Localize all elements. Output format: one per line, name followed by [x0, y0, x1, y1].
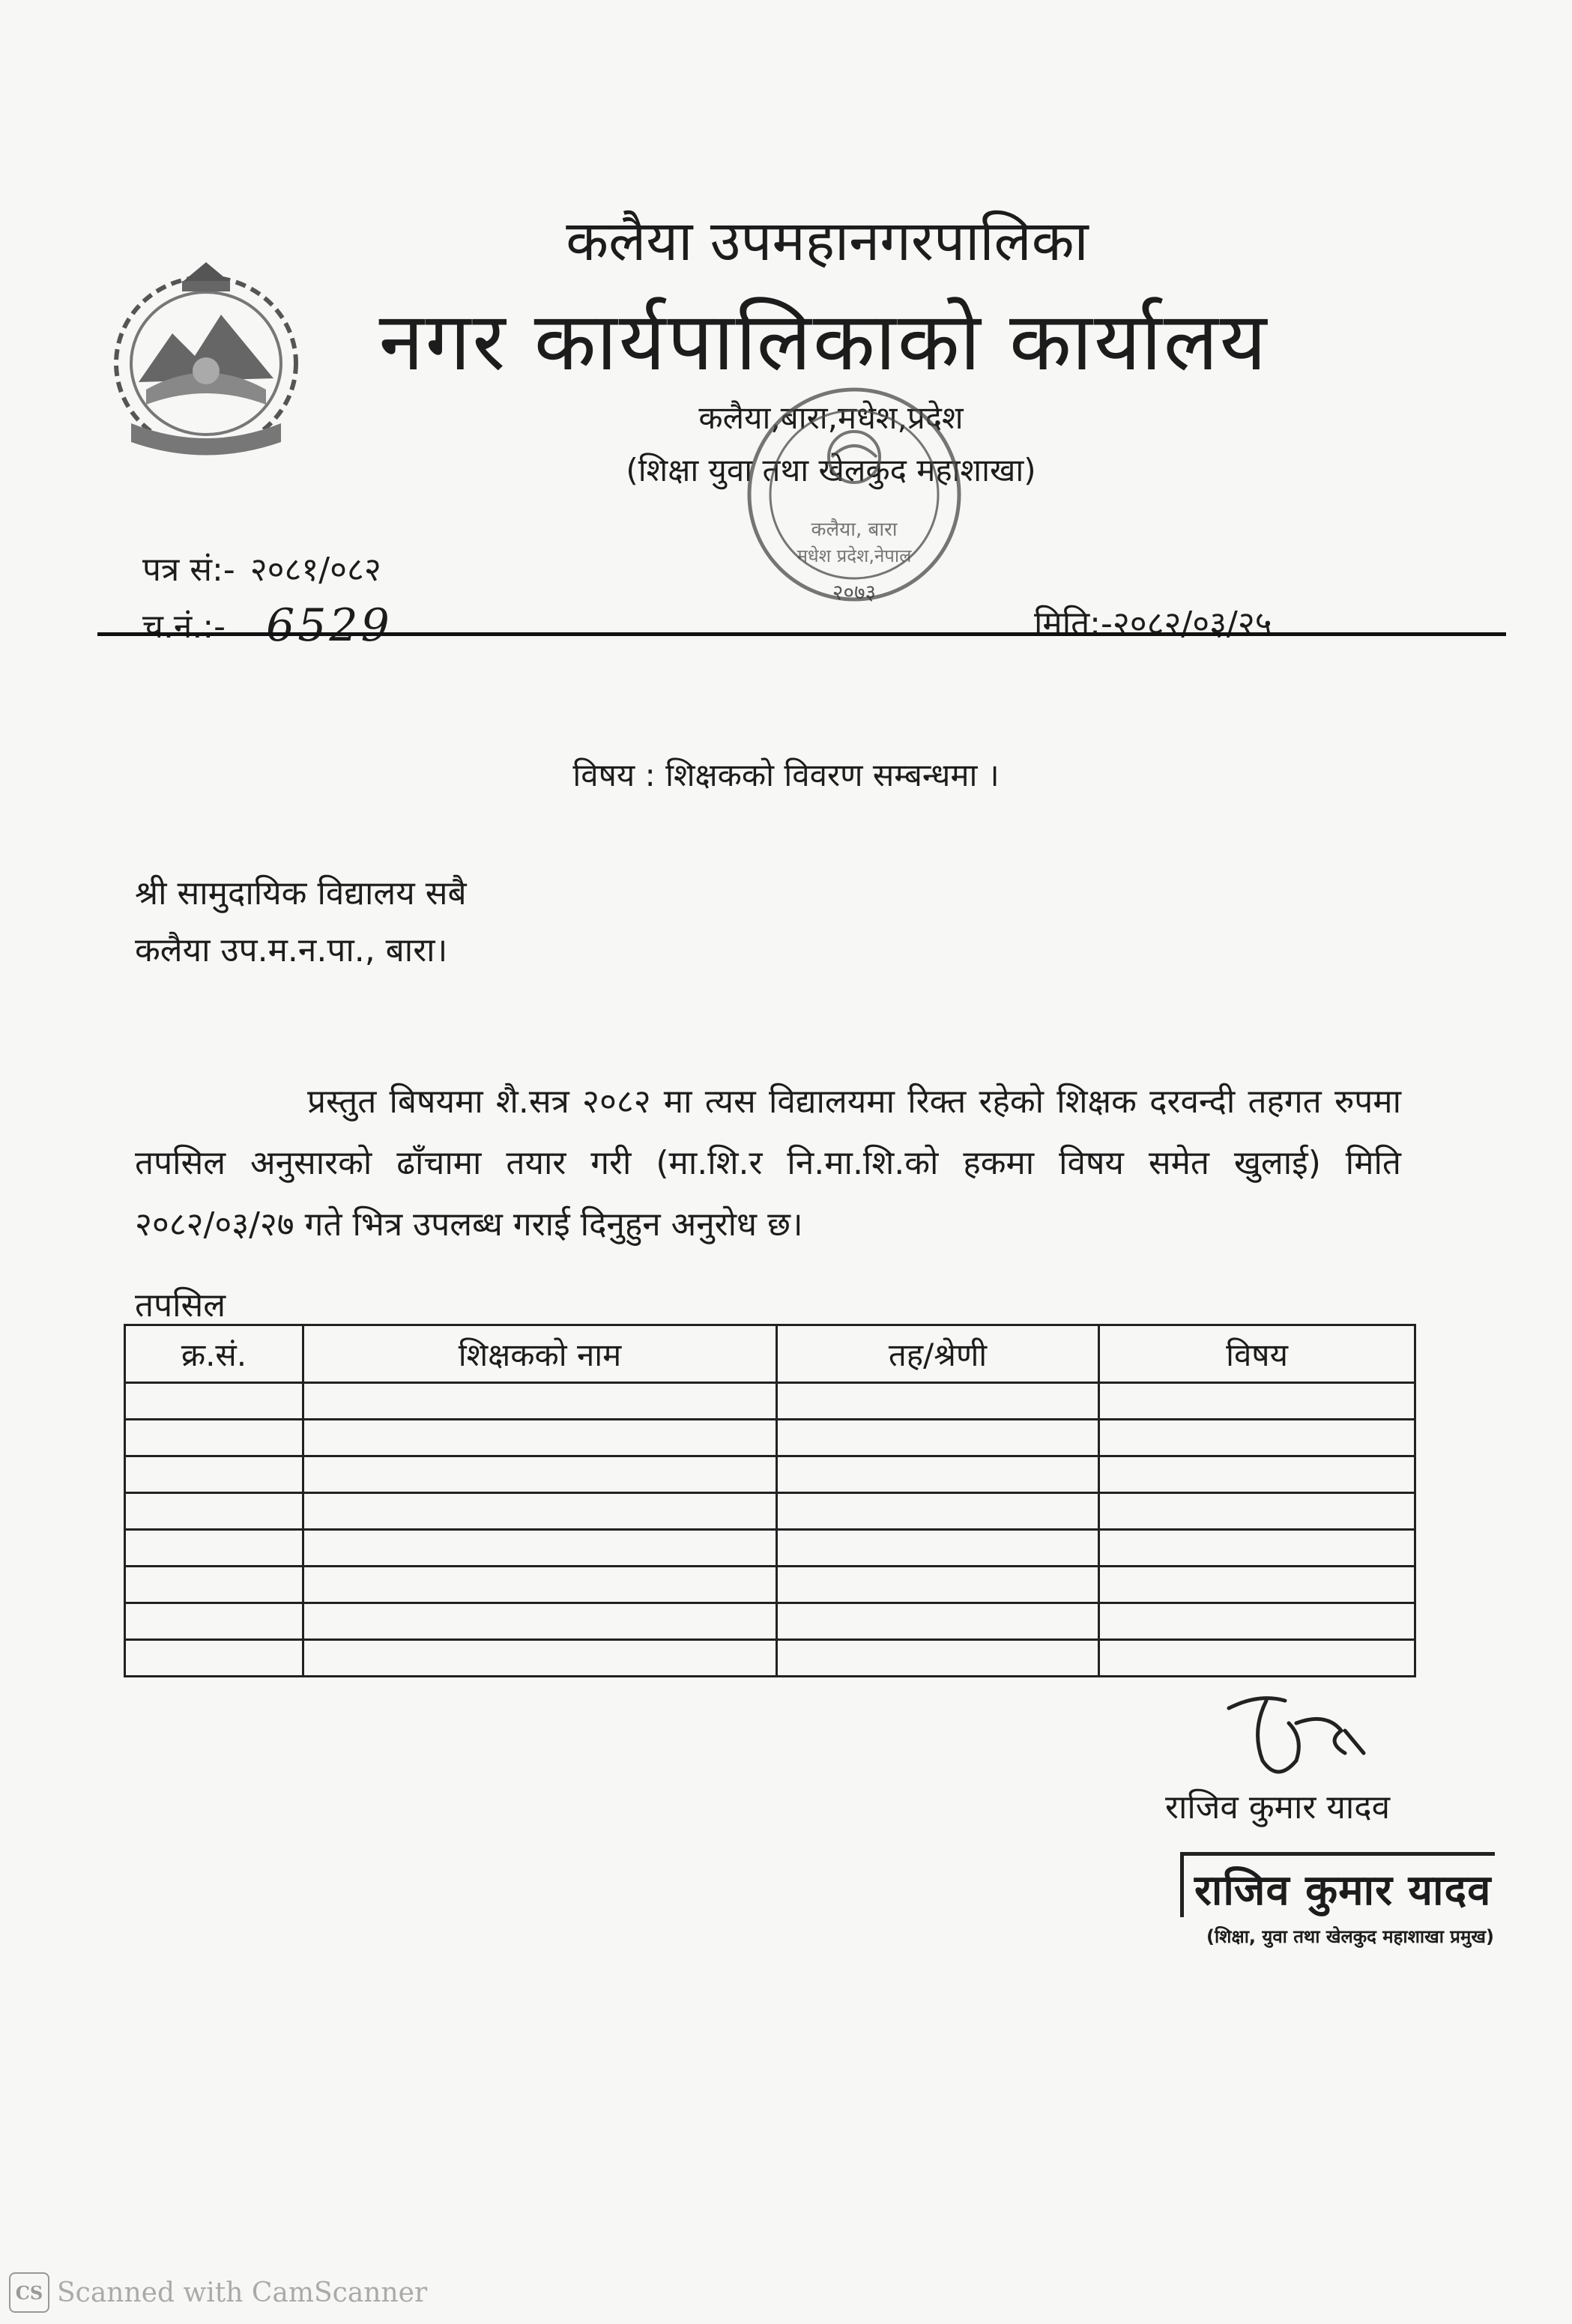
column-header-subject: विषय: [1099, 1325, 1415, 1383]
signer-name: राजिव कुमार यादव: [1165, 1788, 1391, 1827]
table-cell: [303, 1493, 777, 1530]
table-cell: [1099, 1640, 1415, 1677]
table-cell: [303, 1603, 777, 1640]
table-cell: [125, 1493, 303, 1530]
table-cell: [125, 1420, 303, 1456]
table-cell: [125, 1603, 303, 1640]
table-cell: [1099, 1456, 1415, 1493]
table-row: [125, 1567, 1415, 1603]
table-cell: [1099, 1530, 1415, 1567]
table-cell: [1099, 1420, 1415, 1456]
addressee-line-1: श्री सामुदायिक विद्यालय सबै: [135, 874, 467, 913]
table-cell: [777, 1493, 1099, 1530]
table-row: [125, 1640, 1415, 1677]
letter-body: प्रस्तुत बिषयमा शै.सत्र २०८२ मा त्यस विद्यालयमा रिक्त रहेको शिक्षक दरवन्दी तहगत रुपमा तपसिल अनुसारको ढाँचामा तयार गरी (मा.शि.र नि.मा.शि.को हकमा विषय समेत खुलाई) मिति २०८२/०३/२७ गते भित्र उपलब्ध गराई दिनुहुन अनुरोध छ।: [135, 1083, 1401, 1244]
table-cell: [125, 1456, 303, 1493]
table-cell: [777, 1603, 1099, 1640]
letter-number-label: पत्र सं:-: [142, 551, 235, 589]
table-cell: [303, 1383, 777, 1420]
table-cell: [125, 1383, 303, 1420]
table-row: [125, 1493, 1415, 1530]
signature-stamp-name: राजिव कुमार यादव: [1180, 1852, 1495, 1917]
camscanner-text: Scanned with CamScanner: [57, 2277, 428, 2308]
dispatch-number-label: च.नं.:-: [142, 608, 226, 646]
table-row: [125, 1603, 1415, 1640]
division-name: (शिक्षा युवा तथा खेलकुद महाशाखा): [626, 452, 1036, 488]
table-cell: [777, 1383, 1099, 1420]
signature-stamp-title: (शिक्षा, युवा तथा खेलकुद महाशाखा प्रमुख): [1206, 1926, 1494, 1947]
table-cell: [1099, 1493, 1415, 1530]
table-cell: [1099, 1603, 1415, 1640]
nepal-emblem-icon: [94, 251, 318, 465]
table-cell: [303, 1420, 777, 1456]
table-row: [125, 1383, 1415, 1420]
table-cell: [125, 1567, 303, 1603]
seal-place-text: कलैया, बारा: [811, 518, 898, 541]
office-name: नगर कार्यपालिकाको कार्यालय: [378, 295, 1269, 389]
municipality-name: कलैया उपमहानगरपालिका: [566, 209, 1089, 273]
table-row: [125, 1456, 1415, 1493]
column-header-serial: क्र.सं.: [125, 1325, 303, 1383]
table-cell: [303, 1640, 777, 1677]
office-address: कलैया,बारा,मधेश,प्रदेश: [698, 399, 964, 436]
dispatch-number-value: 6529: [266, 599, 393, 652]
letter-date-label: मिति:-: [1034, 605, 1113, 643]
column-header-level-grade: तह/श्रेणी: [777, 1325, 1099, 1383]
letter-date-value: २०८२/०३/२५: [1112, 605, 1272, 643]
letter-number: [142, 545, 381, 590]
table-cell: [777, 1530, 1099, 1567]
table-cell: [1099, 1567, 1415, 1603]
teacher-details-table: [124, 1324, 1416, 1677]
table-cell: [1099, 1383, 1415, 1420]
table-row: [125, 1530, 1415, 1567]
table-cell: [777, 1640, 1099, 1677]
table-cell: [125, 1530, 303, 1567]
addressee-line-2: कलैया उप.म.न.पा., बारा।: [135, 931, 448, 969]
table-header-row: [125, 1325, 1415, 1383]
office-seal-stamp: [734, 375, 974, 622]
scanner-watermark: [0, 2270, 427, 2315]
header-divider: [97, 632, 1506, 636]
table-cell: [777, 1567, 1099, 1603]
table-row: [125, 1420, 1415, 1456]
table-cell: [125, 1640, 303, 1677]
table-cell: [777, 1420, 1099, 1456]
table-cell: [303, 1456, 777, 1493]
letter-subject: विषय : शिक्षकको विवरण सम्बन्धमा ।: [572, 757, 1000, 793]
handwritten-signature: [1214, 1678, 1379, 1791]
letter-date: [1034, 599, 1272, 644]
table-cell: [303, 1530, 777, 1567]
tapasil-label: तपसिल: [135, 1286, 226, 1325]
seal-province-text: मधेश प्रदेश,नेपाल: [796, 545, 912, 566]
letter-number-value: २०८१/०८२: [250, 551, 381, 589]
camscanner-logo-icon: CS: [9, 2272, 49, 2313]
table-cell: [303, 1567, 777, 1603]
seal-year-text: २०७३: [832, 580, 877, 605]
table-cell: [777, 1456, 1099, 1493]
column-header-teacher-name: शिक्षकको नाम: [303, 1325, 777, 1383]
dispatch-number: [142, 599, 393, 652]
